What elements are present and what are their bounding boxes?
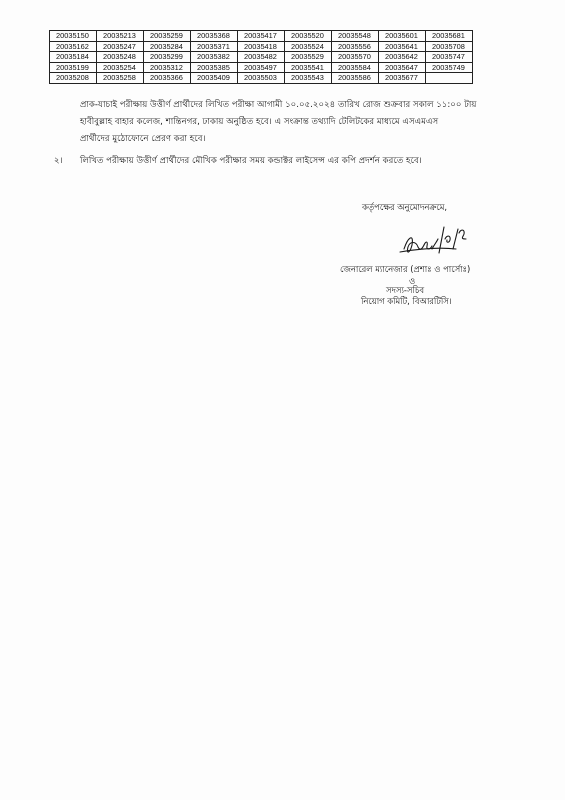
roll-number-cell: 20035368 [191, 31, 238, 42]
table-row [50, 52, 473, 63]
roll-number-cell [426, 73, 473, 84]
designation-line: জেনারেল ম্যানেজার (প্রশাঃ ও পার্সোঃ) [340, 264, 471, 274]
roll-number-cell: 20035541 [285, 62, 332, 73]
handwritten-signature [398, 219, 474, 263]
roll-number-cell: 20035586 [332, 73, 379, 84]
roll-number-cell: 20035254 [97, 62, 144, 73]
roll-number-cell: 20035642 [379, 52, 426, 63]
roll-number-cell: 20035601 [379, 31, 426, 42]
notice-line: হাবীবুল্লাহ বাহার কলেজ, শান্তিনগর, ঢাকায় অনুষ্ঠিত হবে। এ সংক্রান্ত তথ্যাদি টেলিটকের মাধ্যমে এসএমএস [80, 117, 439, 127]
roll-number-cell: 20035497 [238, 62, 285, 73]
roll-number-cell: 20035259 [144, 31, 191, 42]
roll-number-cell: 20035681 [426, 31, 473, 42]
roll-number-cell: 20035418 [238, 41, 285, 52]
roll-number-cell: 20035382 [191, 52, 238, 63]
roll-number-table [49, 30, 473, 84]
roll-number-cell: 20035371 [191, 41, 238, 52]
roll-number-cell: 20035482 [238, 52, 285, 63]
approval-line: কর্তৃপক্ষের অনুমোদনক্রমে, [362, 202, 448, 212]
roll-number-cell: 20035184 [50, 52, 97, 63]
roll-number-cell: 20035529 [285, 52, 332, 63]
roll-number-cell: 20035385 [191, 62, 238, 73]
roll-number-cell: 20035299 [144, 52, 191, 63]
roll-number-cell: 20035647 [379, 62, 426, 73]
notice-line: প্রার্থীদের মুঠোফোনে প্রেরণ করা হবে। [80, 134, 206, 144]
roll-number-cell: 20035749 [426, 62, 473, 73]
roll-number-cell: 20035409 [191, 73, 238, 84]
roll-number-cell: 20035641 [379, 41, 426, 52]
roll-number-cell: 20035548 [332, 31, 379, 42]
conjunction-text: ও [409, 276, 416, 286]
roll-number-cell: 20035417 [238, 31, 285, 42]
roll-number-cell: 20035208 [50, 73, 97, 84]
table-row [50, 31, 473, 42]
roll-number-cell: 20035213 [97, 31, 144, 42]
roll-number-cell: 20035258 [97, 73, 144, 84]
roll-number-cell: 20035677 [379, 73, 426, 84]
table-row [50, 62, 473, 73]
written-exam-notice-paragraph [80, 97, 510, 148]
roll-number-cell: 20035524 [285, 41, 332, 52]
roll-number-cell: 20035708 [426, 41, 473, 52]
roll-number-cell: 20035520 [285, 31, 332, 42]
table-row [50, 41, 473, 52]
roll-number-cell: 20035150 [50, 31, 97, 42]
member-secretary-line: সদস্য-সচিব [386, 285, 425, 295]
roll-number-cell: 20035366 [144, 73, 191, 84]
roll-number-cell: 20035543 [285, 73, 332, 84]
roll-number-cell: 20035556 [332, 41, 379, 52]
roll-number-cell: 20035162 [50, 41, 97, 52]
roll-number-cell: 20035584 [332, 62, 379, 73]
roll-number-cell: 20035247 [97, 41, 144, 52]
roll-number-cell: 20035284 [144, 41, 191, 52]
notice-line: প্রাক-যাচাই পরীক্ষায় উত্তীর্ণ প্রার্থীদের লিখিত পরীক্ষা আগামী ১০.০৫.২০২৪ তারিখ রোজ শুক্রবার সকাল ১১:০০ টায় [80, 100, 477, 110]
roll-number-cell: 20035199 [50, 62, 97, 73]
license-instruction-text: লিখিত পরীক্ষায় উত্তীর্ণ প্রার্থীদের মৌখিক পরীক্ষার সময় কন্ডাক্টর লাইসেন্স এর কপি প্রদর্শন করতে হবে। [80, 156, 422, 166]
roll-number-cell: 20035312 [144, 62, 191, 73]
roll-number-cell: 20035747 [426, 52, 473, 63]
roll-number-cell: 20035503 [238, 73, 285, 84]
table-row [50, 73, 473, 84]
item-number: ২। [54, 156, 63, 166]
roll-number-cell: 20035248 [97, 52, 144, 63]
roll-number-cell: 20035570 [332, 52, 379, 63]
committee-line: নিয়োগ কমিটি, বিআরটিসি। [361, 296, 452, 306]
